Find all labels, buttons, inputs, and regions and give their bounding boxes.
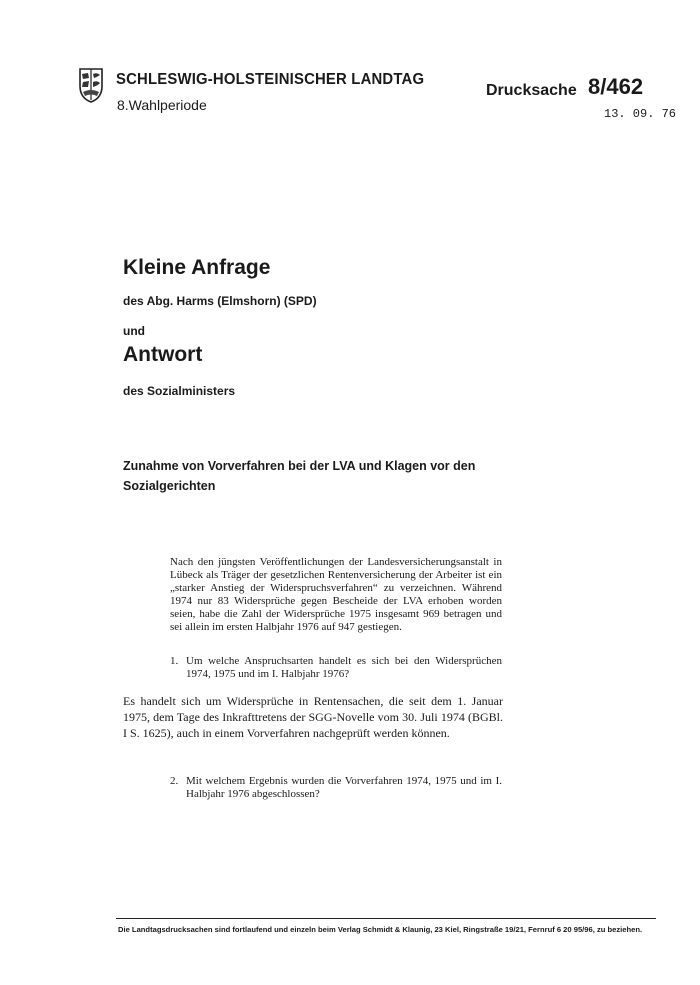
question-number: 2. (170, 775, 179, 787)
answer-1: Es handelt sich um Widersprüche in Rentensachen, die seit dem 1. Januar 1975, dem Tage des Inkrafttretens der SGG-Novelle vom 30. Juli 1974 (BGBl. I S. 1625), auch in einem Vorverfahren nachgeprüft werden können. (123, 694, 503, 740)
footer-note: Die Landtagsdrucksachen sind fortlaufend und einzeln beim Verlag Schmidt & Klaunig, 23 Kiel, Ringstraße 19/21, Fernruf 6 20 95/96, zu beziehen. (118, 925, 643, 934)
answer-title: Antwort (123, 343, 203, 366)
document-date: 13. 09. 76 (604, 107, 677, 121)
question-text: Um welche Anspruchsarten handelt es sich bei den Widersprüchen 1974, 1975 und im I. Halbjahr 1976? (186, 655, 502, 680)
question-text: Mit welchem Ergebnis wurden die Vorverfahren 1974, 1975 und im I. Halbjahr 1976 abgeschlossen? (186, 775, 502, 800)
inquiry-author: des Abg. Harms (Elmshorn) (SPD) (123, 294, 317, 308)
question-2 (170, 775, 502, 801)
question-1 (170, 655, 502, 681)
footer-divider (116, 918, 656, 919)
question-number: 1. (170, 655, 179, 667)
document-label: Drucksache (486, 82, 577, 99)
conjunction: und (123, 324, 145, 338)
coat-of-arms-icon (78, 66, 104, 104)
answer-author: des Sozialministers (123, 384, 236, 398)
legislative-period: 8.Wahlperiode (117, 97, 207, 113)
document-number: 8/462 (588, 74, 644, 99)
parliament-name: SCHLESWIG-HOLSTEINISCHER LANDTAG (116, 71, 425, 88)
inquiry-title: Kleine Anfrage (123, 256, 271, 279)
inquiry-introduction: Nach den jüngsten Veröffentlichungen der Landesversicherungsanstalt in Lübeck als Träger der gesetzlichen Rentenversicherung der Arbeiter ist ein „starker Anstieg der Widerspruchsverfahren“ zu verzeichnen. Während 1974 nur 83 Widersprüche gegen Bescheide der LVA erhoben worden seien, habe die Zahl der Widersprüche 1975 insgesamt 969 betragen und sei allein im ersten Halbjahr 1976 auf 947 gestiegen. (170, 556, 502, 633)
subject-line: Zunahme von Vorverfahren bei der LVA und Klagen vor den Sozialgerichten (123, 459, 476, 493)
